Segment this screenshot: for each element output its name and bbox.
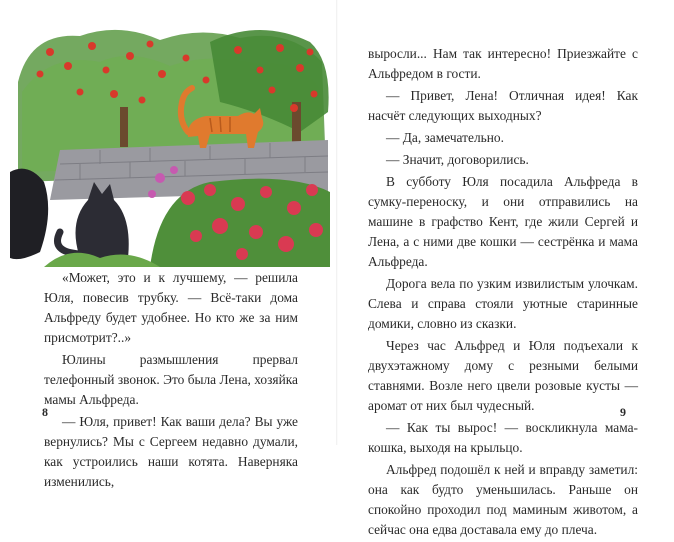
paragraph: «Может, это и к лучшему, — решила Юля, повесив трубку. — Всё-таки дома Альфреду будет удобнее. Но кто же за ним присмотрит?..» (44, 270, 298, 345)
paragraph: — Как ты вырос! — воскликнула мама-кошка, выходя на крыльцо. (368, 420, 638, 455)
paragraph: Юлины размышления прервал телефонный звонок. Это была Лена, хозяйка мамы Альфреда. (44, 352, 298, 407)
left-page-text (44, 268, 298, 494)
dark-shrub (10, 169, 48, 259)
right-page-text (368, 44, 638, 542)
paragraph: — Юля, привет! Как ваши дела? Вы уже вернулись? Мы с Сергеем недавно думали, как устроились наши котята. Наверняка изменились, (44, 414, 298, 489)
page-number-left: 8 (42, 405, 48, 419)
page-number-right: 9 (620, 405, 626, 419)
paragraph: — Да, замечательно. (386, 130, 504, 145)
paragraph: — Значит, договорились. (386, 152, 529, 167)
left-page (0, 0, 337, 489)
garden-illustration (10, 22, 332, 267)
paragraph: Дорога вела по узким извилистым улочкам. Слева и справа стояли уютные старинные домики, словно из сказки. (368, 276, 638, 331)
paragraph: выросли... Нам так интересно! Приезжайте с Альфредом в гости. (368, 46, 638, 81)
paragraph: Альфред подошёл к ней и вправду заметил: она как будто уменьшилась. Раньше он спокойно проходил под маминым животом, а сейчас она едва доставала ему до плеча. (368, 462, 638, 537)
tree-trunk (120, 107, 128, 147)
paragraph: Через час Альфред и Юля подъехали к двухэтажному дому с резными белыми ставнями. Возле него цвели розовые кусты — аромат от них был чудесный. (368, 338, 638, 413)
paragraph: В субботу Юля посадила Альфреда в сумку-переноску, и они отправились на машине в графство Кент, где жили Сергей и Лена, а с ними две кошки — сестрёнка и мама Альфреда. (368, 174, 638, 269)
paragraph: — Привет, Лена! Отличная идея! Как насчёт следующих выходных? (368, 88, 638, 123)
